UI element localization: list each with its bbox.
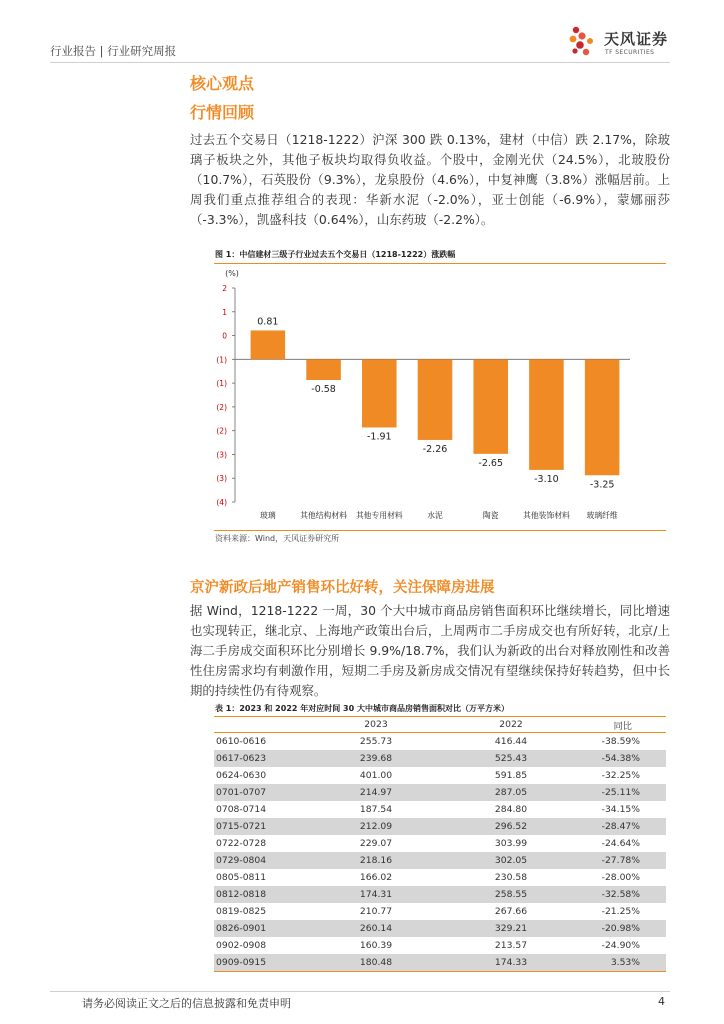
table-cell: -32.25% [601,770,640,781]
page-number: 4 [658,995,665,1008]
table-cell: 329.21 [436,920,586,937]
figure-bottom-rule [214,530,666,531]
x-tick-label: 其他专用材料 [355,511,403,520]
table-cell: 0617-0623 [214,750,316,767]
heading-property-sales: 京沪新政后地产销售环比好转，关注保障房进展 [190,580,495,596]
bar-data-label: -1.91 [366,431,392,443]
table-cell: 230.58 [494,872,528,883]
table-cell: 260.14 [316,920,436,937]
table-cell: 229.07 [359,838,393,849]
bar-data-label: 0.81 [257,316,279,328]
table-cell: 287.05 [436,784,586,801]
figure-source: 资料来源：Wind，天风证券研究所 [215,534,340,543]
table-header-cell [214,717,316,733]
table-cell: 0715-0721 [214,818,316,835]
table-cell: 0812-0818 [214,886,316,903]
table-row [214,767,666,784]
y-tick-label: (2) [216,426,227,436]
table-cell: 0729-0804 [214,852,316,869]
bar-data-label: -2.65 [478,457,504,469]
y-tick-label: 0 [222,331,227,341]
table-cell: 187.54 [359,804,393,815]
bar-data-label: -3.25 [589,479,615,491]
bar [585,359,620,475]
x-tick-label: 陶瓷 [482,511,499,520]
table-cell: 0819-0825 [216,906,267,917]
header-category: 行业报告 | 行业研究周报 [50,44,177,58]
table-cell: 166.02 [359,872,393,883]
y-tick-label: (1) [216,355,227,365]
bar-data-label: -3.10 [534,473,559,485]
figure-title: 图 1：中信建材三级子行业过去五个交易日（1218-1222）涨跌幅 [215,250,456,259]
table-cell: 258.55 [436,886,586,903]
table-row [214,818,666,835]
y-tick-label: (1) [216,379,227,389]
bar [251,330,286,359]
bar [418,359,453,440]
x-tick-label: 玻璃 [260,511,276,520]
table-cell: 525.43 [436,750,586,767]
table-cell: 210.77 [359,906,393,917]
table-cell: 0610-0616 [216,736,267,747]
table-cell: -32.58% [586,886,666,903]
table-row [214,852,666,869]
table-cell: 0902-0908 [216,940,267,951]
table-header-cell: 同比 [586,717,666,733]
table-row [214,954,666,972]
subindustry-return-chart [200,262,666,530]
bar [362,359,397,427]
table-cell: 416.44 [494,736,528,747]
table-header-row [214,717,666,733]
bar-data-label: -2.26 [422,443,448,455]
table-cell: -24.64% [601,838,640,849]
y-tick-label: 2 [222,284,227,293]
table-cell: 0701-0707 [214,784,316,801]
table-cell: 591.85 [494,770,528,781]
table-cell: 284.80 [494,804,528,815]
paragraph-market-review: 过去五个交易日（1218-1222）沪深 300 跌 0.13%，建材（中信）跌 2.17%，除玻璃子板块之外，其他子板块均取得负收益。个股中，金刚光伏（24.5%），北玻股份（10.7%），石英股份（9.3%），龙泉股份（4.6%），中复神鹰（3.8%）涨幅居前。上周我们重点推荐组合的表现：华新水泥（-2.0%），亚士创能（-6.9%），蒙娜丽莎（-3.3%），凯盛科技（0.64%），山东药玻（-2.2%）。 [190,132,670,227]
heading-market-review: 行情回顾 [190,103,255,122]
bar [473,359,508,454]
x-tick-label: 其他装饰材料 [523,511,570,520]
table-cell: 303.99 [494,838,528,849]
table-cell: 0708-0714 [216,804,267,815]
heading-core-view: 核心观点 [190,74,255,93]
table-row [214,869,666,886]
bar [529,359,564,470]
table-cell: 218.16 [316,852,436,869]
table-cell: 174.33 [436,954,586,972]
footer-divider [50,991,670,992]
x-tick-label: 水泥 [427,511,443,520]
table-row [214,903,666,920]
y-axis-unit-label: (%) [225,269,239,278]
footer-disclaimer: 请务必阅读正文之后的信息披露和免责申明 [82,997,291,1010]
table-cell: 0722-0728 [216,838,267,849]
y-tick-label: (4) [216,498,227,507]
table-cell: 0805-0811 [216,872,267,883]
bar-data-label: -0.58 [311,384,336,396]
header-divider [50,62,670,63]
table-cell: 174.31 [316,886,436,903]
table-row [214,886,666,903]
table-cell: 213.57 [494,940,528,951]
x-tick-label: 玻璃纤维 [586,511,618,520]
table-row [214,920,666,937]
table-cell: 0909-0915 [214,954,316,972]
y-tick-label: (2) [216,402,227,412]
table-cell: 267.66 [494,906,528,917]
table-header-cell: 2022 [436,717,586,733]
x-tick-label: 其他结构材料 [300,511,347,520]
y-tick-label: 1 [222,307,227,317]
table-row [214,835,666,852]
table-cell: 255.73 [359,736,393,747]
table-cell: 3.53% [586,954,666,972]
table-cell: -28.00% [601,872,640,883]
table-row [214,937,666,954]
table-cell: -34.15% [601,804,640,815]
table-cell: 239.68 [316,750,436,767]
table-cell: 212.09 [316,818,436,835]
paragraph-property-sales: 据 Wind，1218-1222 一周，30 个大中城市商品房销售面积环比继续增长，同比增速也实现转正，继北京、上海地产政策出台后，上周两市二手房成交也有所好转，北京/上海二手房成交面积环比分别增长 9.9%/18.7%，我们认为新政的出台对释放刚性和改善性住房需求均有刺激作用，短期二手房及新房成交情况有望继续保持好转趋势，但中长期的持续性仍有待观察。 [190,603,670,698]
table-cell: 0826-0901 [214,920,316,937]
table-cell: 0624-0630 [216,770,267,781]
table-title: 表 1：2023 和 2022 年对应时间 30 大中城市商品房销售面积对比（万平方米） [215,704,509,713]
table-row [214,784,666,801]
table-row [214,801,666,818]
table-cell: 214.97 [316,784,436,801]
table-cell: 160.39 [359,940,393,951]
table-header-cell: 2023 [316,717,436,733]
y-tick-label: (3) [216,474,227,484]
logo-subtext: TF SECURITIES [605,49,655,56]
y-tick-label: (3) [216,450,227,460]
table-cell: -25.11% [586,784,666,801]
property-sales-table [214,716,666,972]
bar [306,359,341,380]
table-cell: -24.90% [601,940,640,951]
table-row [214,750,666,767]
table-cell: 302.05 [436,852,586,869]
table-cell: -54.38% [586,750,666,767]
table-cell: -38.59% [601,736,640,747]
table-cell: -27.78% [586,852,666,869]
table-cell: -28.47% [586,818,666,835]
table-cell: -21.25% [601,906,640,917]
table-cell: 401.00 [359,770,393,781]
table-cell: -20.98% [586,920,666,937]
table-row [214,733,666,751]
table-cell: 296.52 [436,818,586,835]
table-cell: 180.48 [316,954,436,972]
logo-text: 天风证券 [604,30,669,48]
